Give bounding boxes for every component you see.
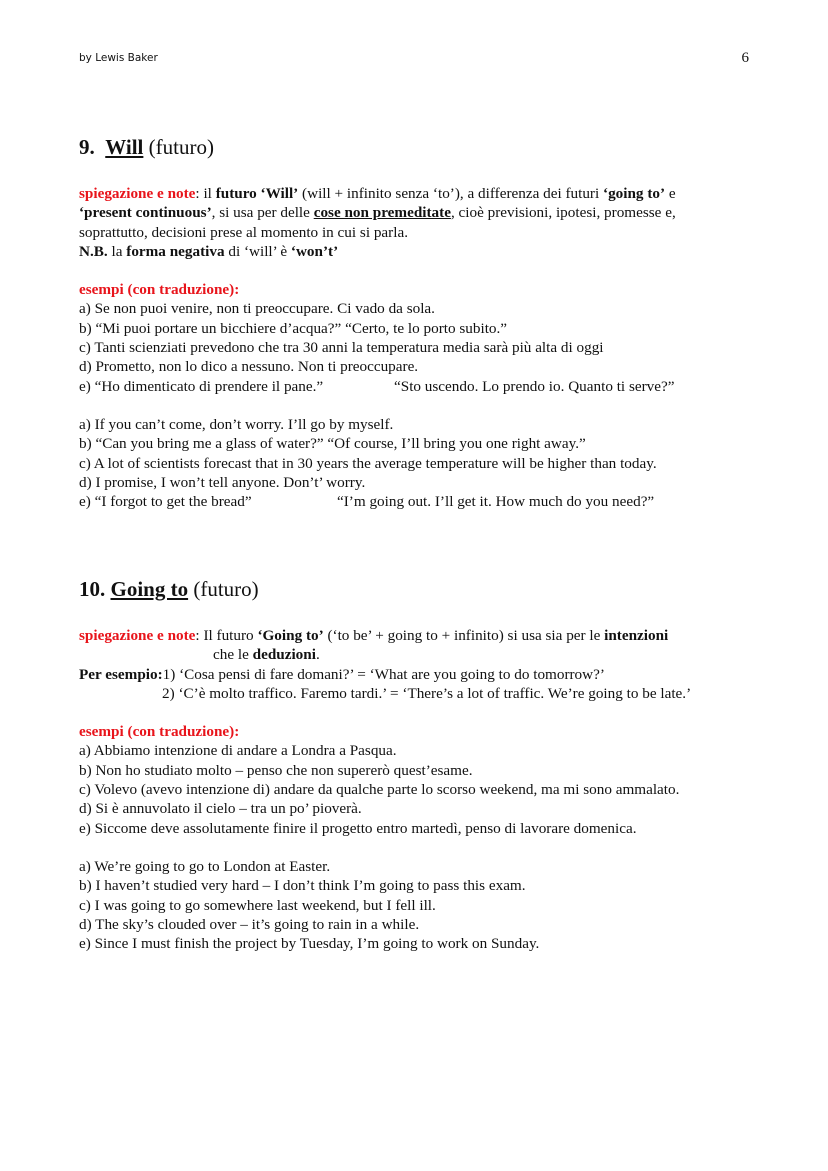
text-run: di ‘will’ è [224, 242, 291, 260]
italian-examples [79, 741, 759, 837]
text-run: futuro ‘Will’ [215, 185, 299, 202]
explanation-line [79, 203, 759, 222]
section-title [79, 575, 759, 603]
section-going-to [79, 575, 759, 953]
text-run: ‘present continuous’ [79, 204, 212, 222]
example-line: d) I promise, I won’t tell anyone. Don’t’ worry. [79, 473, 366, 491]
text-run: ‘Going to’ [257, 627, 324, 644]
example-line: e) Since I must finish the project by Tuesday, I’m going to work on Sunday. [79, 935, 540, 953]
example-line: c) I was going to go somewhere last weekend, but I fell ill. [79, 896, 436, 914]
page-header [79, 50, 749, 70]
section-number: 9. [79, 135, 95, 159]
explanation-line [79, 645, 759, 664]
text-run: 1) ‘Cosa pensi di fare domani?’ = ‘What are you going to do tomorrow?’ [162, 665, 605, 683]
text-run: . [315, 646, 320, 664]
text-run: e) “I forgot to get the bread” [79, 493, 252, 511]
section-keyword: Will [105, 135, 144, 159]
text-run: “I’m going out. I’ll get it. How much do you need?” [337, 493, 655, 511]
example-line: a) If you can’t come, don’t worry. I’ll go by myself. [79, 415, 394, 433]
note-label: spiegazione e note [79, 185, 196, 202]
text-run: e [665, 185, 676, 202]
author-credit: by Lewis Baker [79, 52, 158, 64]
section-keyword: Going to [110, 577, 189, 601]
example-line: a) Abbiamo intenzione di andare a Londra a Pasqua. [79, 742, 397, 760]
italian-examples [79, 299, 759, 395]
section-will [79, 133, 759, 511]
example-line: b) I haven’t studied very hard – I don’t think I’m going to pass this exam. [79, 877, 526, 895]
text-run: , cioè previsioni, ipotesi, promesse e, [450, 204, 676, 222]
text-run: : il [195, 185, 216, 202]
page-number: 6 [741, 50, 749, 66]
explanation-block [79, 626, 759, 703]
example-line: e) Siccome deve assolutamente finire il progetto entro martedì, penso di lavorare domenica. [79, 819, 637, 837]
note-label: spiegazione e note [79, 627, 196, 644]
text-run: , si usa per delle [211, 204, 314, 222]
text-run: cose non premeditate [313, 204, 451, 222]
example-line: a) We’re going to go to London at Easter. [79, 857, 331, 875]
example-intro-line: 2) ‘C’è molto traffico. Faremo tardi.’ = ‘There’s a lot of traffic. We’re going to be late.’ [162, 684, 692, 702]
section-title [79, 133, 759, 161]
text-run: forma negativa [126, 242, 225, 260]
example-line: c) Volevo (avevo intenzione di) andare da qualche parte lo scorso weekend, ma mi sono ammalato. [79, 781, 680, 799]
example-line: b) “Mi puoi portare un bicchiere d’acqua?” “Certo, te lo porto subito.” [79, 319, 508, 337]
text-run: che le [213, 646, 253, 664]
explanation-line [79, 626, 759, 645]
example-line: d) Si è annuvolato il cielo – tra un po’ pioverà. [79, 800, 362, 818]
text-run: (will + infinito senza ‘to’), a differenza dei futuri [298, 185, 604, 202]
text-run: ‘won’t’ [290, 242, 339, 260]
example-line: b) “Can you bring me a glass of water?” “Of course, I’ll bring you one right away.” [79, 435, 586, 453]
text-run: ‘going to’ [603, 185, 666, 202]
example-line: a) Se non puoi venire, non ti preoccupare. Ci vado da sola. [79, 300, 435, 318]
example-line: c) A lot of scientists forecast that in 30 years the average temperature will be higher than today. [79, 454, 657, 472]
section-title-rest: (futuro) [148, 135, 214, 159]
example-line: d) The sky’s clouded over – it’s going to rain in a while. [79, 915, 420, 933]
explanation-line [79, 184, 759, 203]
example-line: b) Non ho studiato molto – penso che non supererò quest’esame. [79, 761, 473, 779]
nb-label: N.B. [79, 242, 108, 260]
example-line [79, 377, 759, 396]
nb-line [79, 242, 759, 261]
section-number: 10. [79, 577, 106, 601]
example-line [79, 492, 759, 511]
text-run: intenzioni [604, 627, 669, 644]
example-line: c) Tanti scienziati prevedono che tra 30 anni la temperatura media sarà più alta di oggi [79, 339, 604, 357]
examples-label: esempi (con traduzione): [79, 281, 240, 299]
text-run: la [107, 242, 127, 260]
explanation-line: soprattutto, decisioni prese al momento in cui si parla. [79, 223, 408, 241]
per-esempio-label: Per esempio: [79, 665, 163, 683]
text-run: : Il futuro [195, 627, 258, 644]
examples-label: esempi (con traduzione): [79, 723, 240, 741]
text-run: deduzioni [252, 646, 316, 664]
text-run: (‘to be’ + going to + infinito) si usa sia per le [323, 627, 605, 644]
section-title-rest: (futuro) [193, 577, 259, 601]
text-run: e) “Ho dimenticato di prendere il pane.” [79, 377, 324, 395]
english-examples [79, 857, 759, 953]
english-examples [79, 415, 759, 511]
text-run: “Sto uscendo. Lo prendo io. Quanto ti serve?” [394, 377, 675, 395]
explanation-block [79, 184, 759, 261]
example-line: d) Prometto, non lo dico a nessuno. Non ti preoccupare. [79, 358, 419, 376]
example-intro-line [79, 665, 759, 684]
